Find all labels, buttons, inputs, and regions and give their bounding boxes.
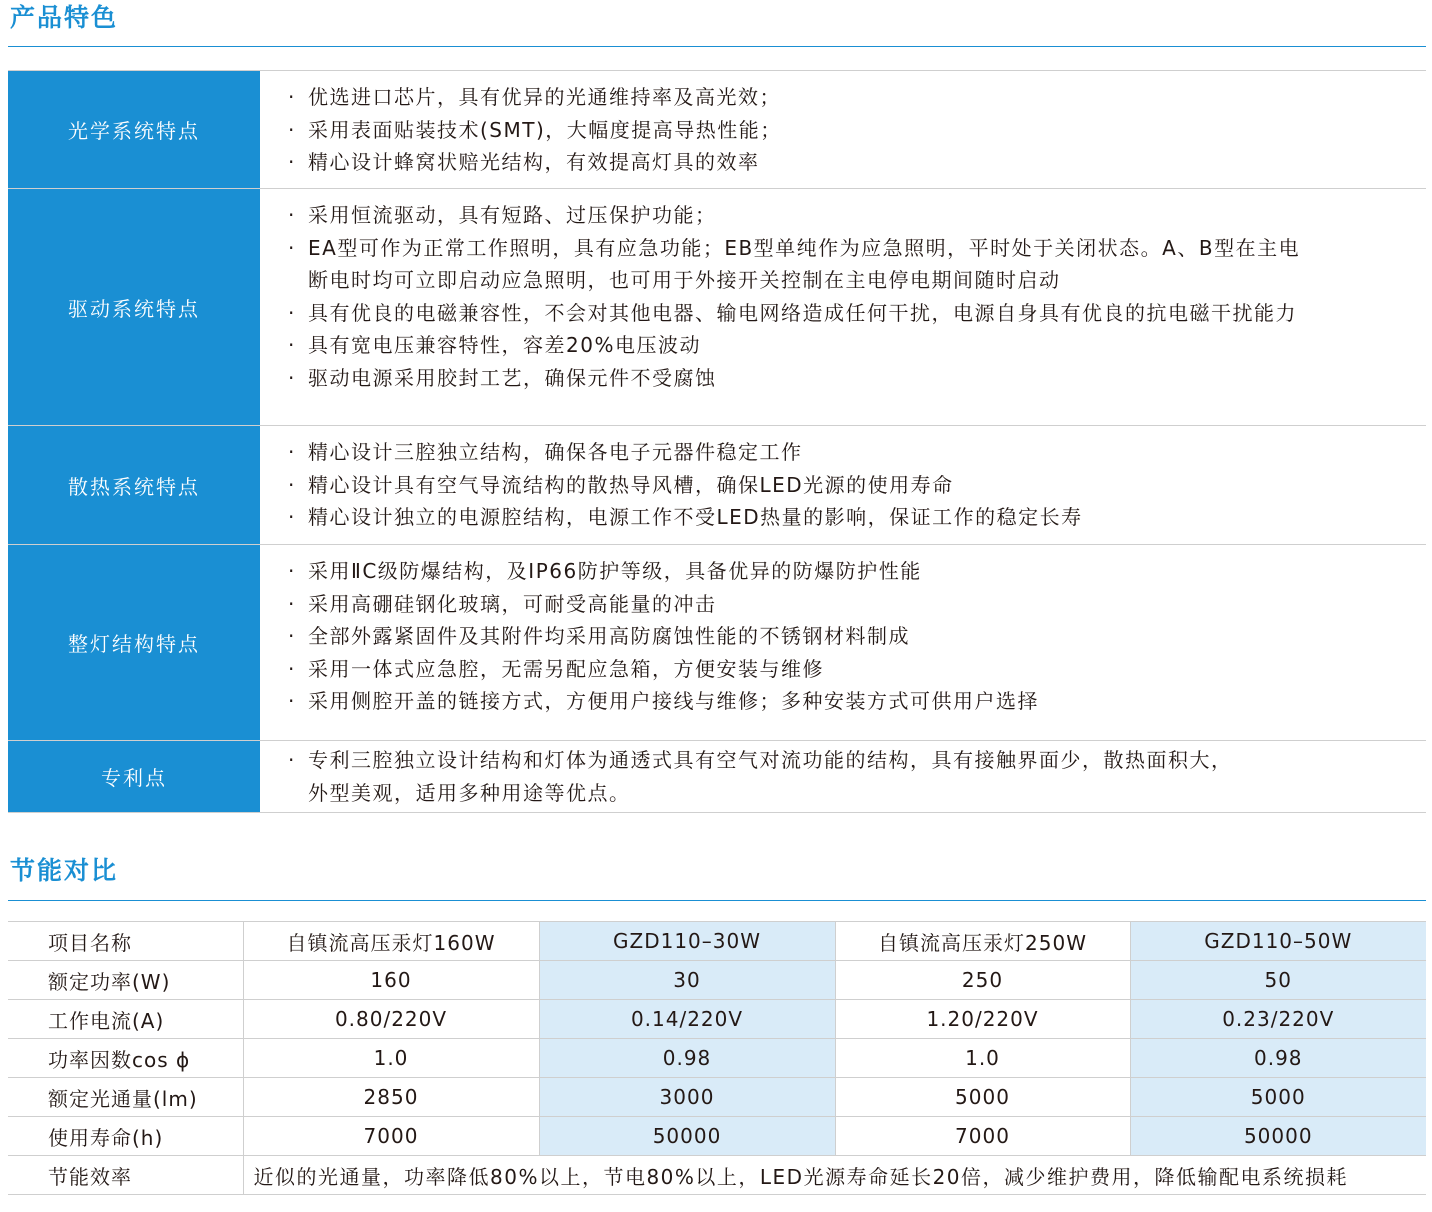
feature-item: · 采用恒流驱动，具有短路、过压保护功能； bbox=[288, 203, 717, 227]
header-cell: 自镇流高压汞灯250W bbox=[835, 922, 1130, 961]
feature-item: · 精心设计三腔独立结构，确保各电子元器件稳定工作 bbox=[288, 440, 803, 464]
feature-label: 驱动系统特点 bbox=[8, 189, 260, 425]
table-cell: 50 bbox=[1130, 961, 1426, 1000]
feature-row-optical bbox=[8, 71, 1426, 189]
table-cell: 250 bbox=[835, 961, 1130, 1000]
table-row bbox=[8, 961, 1426, 1000]
header-cell: 项目名称 bbox=[8, 922, 243, 961]
features-table bbox=[8, 70, 1426, 813]
feature-item: · 采用侧腔开盖的链接方式，方便用户接线与维修；多种安装方式可供用户选择 bbox=[288, 689, 1039, 713]
table-cell: 0.23/220V bbox=[1130, 1000, 1426, 1039]
table-cell: 50000 bbox=[1130, 1117, 1426, 1156]
features-title: 产品特色 bbox=[10, 3, 119, 32]
header-cell: GZD110–30W bbox=[539, 922, 835, 961]
comparison-title: 节能对比 bbox=[10, 856, 119, 885]
feature-item: · 采用一体式应急腔，无需另配应急箱，方便安装与维修 bbox=[288, 656, 824, 681]
feature-item: · EA型可作为正常工作照明，具有应急功能；EB型单纯作为应急照明，平时处于关闭状态。A、B型在主电 bbox=[288, 235, 1301, 260]
table-cell: 7000 bbox=[835, 1117, 1130, 1156]
table-cell: 50000 bbox=[539, 1117, 835, 1156]
table-cell: 0.98 bbox=[539, 1039, 835, 1078]
table-row bbox=[8, 1117, 1426, 1156]
feature-item: · 具有宽电压兼容特性，容差20%电压波动 bbox=[288, 333, 701, 357]
header-cell: GZD110–50W bbox=[1130, 922, 1426, 961]
feature-items bbox=[260, 189, 1426, 425]
row-label: 节能效率 bbox=[8, 1156, 243, 1195]
feature-item: · 精心设计独立的电源腔结构，电源工作不受LED热量的影响，保证工作的稳定长寿 bbox=[288, 505, 1083, 529]
table-cell: 0.14/220V bbox=[539, 1000, 835, 1039]
header-cell: 自镇流高压汞灯160W bbox=[243, 922, 539, 961]
table-cell: 0.80/220V bbox=[243, 1000, 539, 1039]
row-label: 工作电流(A) bbox=[8, 1000, 243, 1039]
feature-item: · 采用高硼硅钢化玻璃，可耐受高能量的冲击 bbox=[288, 591, 717, 616]
feature-item: · 精心设计蜂窝状赔光结构，有效提高灯具的效率 bbox=[288, 150, 760, 174]
table-cell: 3000 bbox=[539, 1078, 835, 1117]
row-label: 额定光通量(lm) bbox=[8, 1078, 243, 1117]
feature-items bbox=[260, 426, 1426, 544]
row-label: 功率因数cos ϕ bbox=[8, 1039, 243, 1078]
row-label: 使用寿命(h) bbox=[8, 1117, 243, 1156]
table-row bbox=[8, 1039, 1426, 1078]
feature-item: · 具有优良的电磁兼容性，不会对其他电器、输电网络造成任何干扰，电源自身具有优良的抗电磁干扰能力 bbox=[288, 300, 1297, 325]
table-row bbox=[8, 1078, 1426, 1117]
table-cell: 1.0 bbox=[835, 1039, 1130, 1078]
feature-item-continued: 断电时均可立即启动应急照明，也可用于外接开关控制在主电停电期间随时启动 bbox=[308, 268, 1061, 292]
feature-label: 散热系统特点 bbox=[8, 426, 260, 544]
table-cell: 30 bbox=[539, 961, 835, 1000]
table-cell: 7000 bbox=[243, 1117, 539, 1156]
feature-row-driver bbox=[8, 189, 1426, 426]
feature-item-continued: 外型美观，适用多种用途等优点。 bbox=[308, 780, 631, 805]
table-cell: 5000 bbox=[835, 1078, 1130, 1117]
table-cell: 2850 bbox=[243, 1078, 539, 1117]
table-cell: 160 bbox=[243, 961, 539, 1000]
comparison-title-rule bbox=[8, 900, 1426, 901]
comparison-header-row bbox=[8, 922, 1426, 961]
feature-item: · 采用ⅡC级防爆结构，及IP66防护等级，具备优异的防爆防护性能 bbox=[288, 559, 922, 583]
feature-items bbox=[260, 741, 1426, 812]
feature-label: 整灯结构特点 bbox=[8, 545, 260, 740]
table-cell: 0.98 bbox=[1130, 1039, 1426, 1078]
feature-item: · 优选进口芯片，具有优异的光通维持率及高光效； bbox=[288, 85, 781, 109]
feature-row-patent bbox=[8, 741, 1426, 813]
table-cell: 1.0 bbox=[243, 1039, 539, 1078]
feature-item: · 采用表面贴装技术(SMT)，大幅度提高导热性能； bbox=[288, 117, 782, 142]
feature-label: 专利点 bbox=[8, 741, 260, 812]
feature-items bbox=[260, 545, 1426, 740]
comparison-table bbox=[8, 921, 1426, 1195]
feature-item: · 全部外露紧固件及其附件均采用高防腐蚀性能的不锈钢材料制成 bbox=[288, 624, 910, 648]
feature-label: 光学系统特点 bbox=[8, 71, 260, 188]
row-label: 额定功率(W) bbox=[8, 961, 243, 1000]
summary-text: 近似的光通量，功率降低80%以上，节电80%以上，LED光源寿命延长20倍，减少维护费用，降低输配电系统损耗 bbox=[243, 1156, 1426, 1195]
table-cell: 5000 bbox=[1130, 1078, 1426, 1117]
feature-item: · 驱动电源采用胶封工艺，确保元件不受腐蚀 bbox=[288, 365, 717, 390]
feature-row-thermal bbox=[8, 426, 1426, 545]
feature-row-structure bbox=[8, 545, 1426, 741]
table-row bbox=[8, 1000, 1426, 1039]
feature-item: · 专利三腔独立设计结构和灯体为通透式具有空气对流功能的结构，具有接触界面少，散热面积大， bbox=[288, 748, 1233, 772]
summary-row bbox=[8, 1156, 1426, 1195]
table-cell: 1.20/220V bbox=[835, 1000, 1130, 1039]
feature-item: · 精心设计具有空气导流结构的散热导风槽，确保LED光源的使用寿命 bbox=[288, 472, 954, 497]
features-title-rule bbox=[8, 46, 1426, 47]
feature-items bbox=[260, 71, 1426, 188]
